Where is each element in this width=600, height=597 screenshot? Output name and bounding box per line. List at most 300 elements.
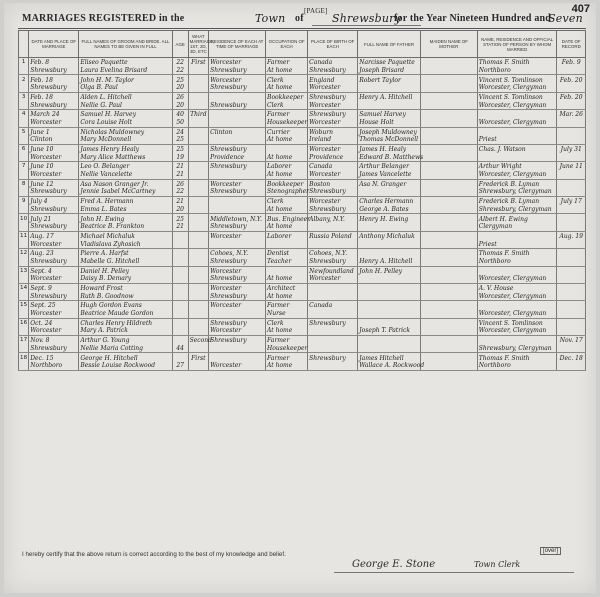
cell-birthplace: Shrewsbury — [308, 318, 358, 327]
cell-birthplace — [308, 283, 358, 292]
cell-occupation: Currier — [266, 127, 308, 136]
cell-age: 20 — [172, 206, 188, 214]
cell-marriage-number — [188, 231, 208, 240]
cell-date-place: Shrewsbury — [29, 345, 79, 353]
cell-mother-name — [420, 362, 477, 370]
cell-date-place: Shrewsbury — [29, 101, 79, 109]
cell-mother-name — [420, 67, 477, 75]
cell-names: Laura Evelina Brisard — [79, 67, 172, 75]
cell-names: Alden L. Hitchell — [79, 92, 172, 101]
cell-marriage-number — [188, 258, 208, 266]
cell-entry-number: 13 — [20, 267, 28, 274]
cell-marriage-number: First — [188, 353, 208, 362]
cell-date-place: Shrewsbury — [29, 258, 79, 266]
cell-mother-name — [420, 144, 477, 153]
cell-officiant: Shrewsbury, Clergyman — [477, 188, 557, 196]
cell-marriage-number — [188, 127, 208, 136]
cell-marriage-number — [188, 275, 208, 283]
table-row-continued — [19, 310, 586, 318]
cell-occupation: Bookkeeper — [266, 92, 308, 101]
table-row — [19, 266, 586, 275]
cell-officiant: Clergyman — [477, 223, 557, 231]
title-prefix: MARRIAGES REGISTERED in the — [22, 13, 185, 24]
cell-father-name — [358, 293, 421, 301]
cell-marriage-number — [188, 240, 208, 248]
cell-date-place: Worcester — [29, 275, 79, 283]
cell-marriage-number — [188, 67, 208, 75]
cell-birthplace: Worcester — [308, 119, 358, 127]
cell-mother-name — [420, 345, 477, 353]
cell-occupation: At home — [266, 293, 308, 301]
table-row — [19, 249, 586, 258]
cell-marriage-number — [188, 249, 208, 258]
cell-marriage-number — [188, 214, 208, 223]
cell-birthplace: Newfoundland — [308, 266, 358, 275]
cell-birthplace: Canada — [308, 301, 358, 310]
cell-date-place: Sept. 9 — [29, 283, 79, 292]
cell-entry-number: 10 — [20, 215, 28, 222]
cell-names: Nellie Vancelette — [79, 171, 172, 179]
cell-entry-number: 14 — [20, 285, 28, 292]
cell-date-place: Worcester — [29, 310, 79, 318]
table-row — [19, 144, 586, 153]
cell-marriage-number — [188, 362, 208, 370]
table-row-continued — [19, 362, 586, 370]
cell-record-date: July 31 — [557, 144, 586, 153]
cell-marriage-number — [188, 188, 208, 196]
table-row — [19, 110, 586, 119]
cell-father-name — [358, 301, 421, 310]
cell-birthplace: Worcester — [308, 101, 358, 109]
cell-officiant: Worcester, Clergyman — [477, 310, 557, 318]
cell-occupation: Farmer — [266, 353, 308, 362]
cell-father-name: Henry A. Hitchell — [358, 258, 421, 266]
table-row — [19, 318, 586, 327]
cell-residence: Worcester — [209, 301, 266, 310]
cell-father-name — [358, 240, 421, 248]
cell-officiant: Worcester, Clergyman — [477, 275, 557, 283]
cell-residence: Worcester — [209, 362, 266, 370]
table-row — [19, 336, 586, 345]
cell-age — [172, 283, 188, 292]
cell-date-place: Nov. 8 — [29, 336, 79, 345]
cell-birthplace — [308, 240, 358, 248]
cell-names: Nellie Maria Cotting — [79, 345, 172, 353]
table-row — [19, 353, 586, 362]
cell-record-date — [557, 249, 586, 258]
cell-names: Nellie G. Paul — [79, 101, 172, 109]
cell-mother-name — [420, 249, 477, 258]
cell-names: Hugh Gordon Evans — [79, 301, 172, 310]
cell-birthplace: Shrewsbury — [308, 188, 358, 196]
cell-marriage-number — [188, 136, 208, 144]
cell-officiant: Thomas F. Smith — [477, 58, 557, 67]
cell-entry-number: 5 — [19, 127, 29, 136]
cell-names: Jennie Isabel McCartney — [79, 188, 172, 196]
marriage-register-table — [18, 30, 586, 371]
cell-father-name: John H. Pelley — [358, 266, 421, 275]
cell-date-place: July 4 — [29, 197, 79, 206]
cell-entry-number — [19, 119, 29, 127]
register-sheet — [4, 3, 596, 593]
cell-birthplace — [308, 362, 358, 370]
cell-record-date — [557, 310, 586, 318]
cell-father-name: House Holt — [358, 119, 421, 127]
cell-record-date: Aug. 19 — [557, 231, 586, 240]
cell-father-name: Edward B. Matthews — [359, 153, 424, 161]
title-rule — [18, 28, 586, 29]
cell-birthplace: Canada — [308, 162, 358, 171]
cell-residence: Shrewsbury — [209, 101, 266, 109]
cell-occupation: Housekeeper — [267, 344, 308, 352]
cell-father-name — [358, 84, 421, 92]
cell-names: Leo O. Belanger — [79, 162, 172, 171]
cell-mother-name — [420, 136, 477, 144]
cell-record-date — [557, 240, 586, 248]
cell-age — [172, 231, 188, 240]
title-year-word: Seven — [548, 12, 583, 25]
col-birthplace: PLACE OF BIRTH OF EACH — [308, 31, 358, 58]
cell-age: 21 — [172, 162, 188, 171]
cell-birthplace: Boston — [308, 179, 358, 188]
clerk-title: Town Clerk — [474, 560, 521, 569]
cell-residence: Cohoes, N.Y. — [209, 249, 266, 258]
table-row-continued — [19, 240, 586, 248]
cell-occupation: At home — [266, 362, 308, 370]
cell-entry-number: 17 — [20, 337, 28, 344]
table-row-continued — [19, 171, 586, 179]
cell-occupation: Housekeeper — [267, 118, 308, 126]
cell-father-name: Asa N. Granger — [358, 179, 421, 188]
cell-names: Charles Henry Hildreth — [79, 318, 172, 327]
cell-birthplace — [308, 345, 358, 353]
cell-marriage-number: Second — [189, 337, 212, 345]
cell-record-date: Nov. 17 — [557, 336, 586, 345]
table-row-continued — [19, 136, 586, 144]
table-row-continued — [19, 258, 586, 266]
cell-officiant: A. V. House — [477, 283, 557, 292]
cell-officiant: Vincent S. Tomlinson — [477, 75, 557, 84]
cell-officiant: Chas. J. Watson — [477, 144, 557, 153]
cell-father-name: James H. Healy — [358, 144, 421, 153]
cell-occupation: Farmer — [266, 110, 308, 119]
cell-date-place: Worcester — [29, 240, 79, 248]
cell-record-date: Mar. 26 — [557, 110, 586, 119]
cell-mother-name — [420, 327, 477, 335]
cell-date-place: Shrewsbury — [29, 206, 79, 214]
table-row-continued — [19, 67, 586, 75]
cell-officiant: Vincent S. Tomlinson — [477, 318, 557, 327]
cell-residence: Shrewsbury — [209, 188, 266, 196]
cell-entry-number: 2 — [19, 75, 29, 84]
cell-age — [172, 318, 188, 327]
cell-birthplace — [308, 336, 358, 345]
cell-date-place: June 10 — [29, 144, 79, 153]
table-row — [19, 283, 586, 292]
cell-birthplace: Shrewsbury — [308, 353, 358, 362]
cell-occupation: Bookkeeper — [266, 179, 308, 188]
cell-record-date: Feb. 9 — [557, 58, 586, 67]
cell-mother-name — [420, 188, 477, 196]
cell-residence — [209, 345, 266, 353]
cell-father-name: Anthony Michaluk — [358, 231, 421, 240]
cell-age: 27 — [172, 362, 188, 370]
cell-father-name: Robert Taylor — [358, 75, 421, 84]
cell-record-date — [557, 119, 586, 127]
cell-father-name: Henry H. Ewing — [358, 214, 421, 223]
cell-occupation: Laborer — [266, 162, 308, 171]
cell-officiant — [477, 154, 557, 162]
cell-residence: Worcester — [209, 58, 266, 67]
cell-record-date — [557, 223, 586, 231]
cell-birthplace: Canada — [308, 58, 358, 67]
cell-entry-number — [19, 327, 29, 335]
cell-record-date — [557, 127, 586, 136]
cell-record-date — [557, 275, 586, 283]
cell-mother-name — [420, 171, 477, 179]
cell-entry-number — [19, 258, 29, 266]
cell-occupation: Farmer — [266, 301, 308, 310]
cell-record-date — [557, 179, 586, 188]
cell-marriage-number — [188, 223, 208, 231]
cell-residence: Shrewsbury — [209, 84, 266, 92]
cell-names: Daniel H. Pelley — [79, 266, 172, 275]
cell-residence: Worcester — [209, 266, 266, 275]
cell-record-date — [557, 84, 586, 92]
cell-date-place: June 10 — [29, 162, 79, 171]
cell-entry-number: 6 — [19, 144, 29, 153]
cell-entry-number: 7 — [19, 162, 29, 171]
cell-names: Mary McDonnell — [79, 136, 172, 144]
cell-record-date — [557, 327, 586, 335]
cell-marriage-number — [188, 162, 208, 171]
cell-names: John H. M. Taylor — [79, 75, 172, 84]
col-record-date: DATE OF RECORD — [557, 31, 586, 58]
cell-occupation: Nurse — [266, 310, 308, 318]
cell-names: Michael Michaluk — [79, 231, 172, 240]
cell-birthplace: Providence — [308, 154, 358, 162]
cell-occupation: At home — [266, 154, 308, 162]
register-title — [22, 7, 583, 27]
cell-occupation: At home — [266, 67, 308, 75]
table-row — [19, 127, 586, 136]
cell-mother-name — [420, 197, 477, 206]
title-suffix: for the Year Nineteen Hundred and — [394, 13, 552, 24]
cell-officiant — [477, 301, 557, 310]
cell-record-date — [557, 301, 586, 310]
cell-entry-number — [19, 101, 29, 109]
cell-residence: Shrewsbury — [209, 293, 266, 301]
cell-occupation: At home — [266, 275, 308, 283]
cell-entry-number — [19, 345, 29, 353]
table-row-continued — [19, 275, 586, 283]
cell-officiant: Shrewsbury, Clergyman — [477, 345, 557, 353]
cell-residence — [209, 171, 266, 179]
cell-officiant — [477, 110, 557, 119]
cell-birthplace: Shrewsbury — [308, 92, 358, 101]
cell-birthplace — [308, 327, 358, 335]
cell-entry-number: 16 — [20, 319, 28, 326]
cell-residence — [209, 310, 266, 318]
cell-father-name: Samuel Harvey — [358, 110, 421, 119]
cell-father-name — [358, 249, 421, 258]
cell-date-place: March 24 — [29, 110, 79, 119]
cell-occupation: At home — [266, 223, 308, 231]
table-row-continued — [19, 293, 586, 301]
cell-mother-name — [420, 336, 477, 345]
over-marker: [over] — [540, 547, 561, 555]
clerk-signature: George E. Stone — [352, 559, 436, 570]
cell-residence: Worcester — [209, 327, 266, 335]
cell-mother-name — [420, 301, 477, 310]
table-row — [19, 179, 586, 188]
cell-occupation: Dentist — [266, 249, 308, 258]
cell-father-name — [358, 336, 421, 345]
cell-officiant: Frederick B. Lyman — [477, 179, 557, 188]
cell-marriage-number — [188, 75, 208, 84]
col-marriage-number: WHAT MARRIAGE, 1ST, 2D, 3D, ETC — [188, 31, 208, 58]
cell-officiant: Thomas F. Smith — [477, 353, 557, 362]
cell-officiant: Worcester, Clergyman — [477, 101, 557, 109]
cell-names: Vladislava Zyhosich — [79, 240, 172, 248]
cell-father-name: Arthur Belanger — [358, 162, 421, 171]
cell-marriage-number — [188, 101, 208, 109]
cell-date-place: Dec. 15 — [29, 353, 79, 362]
cell-officiant: Frederick B. Lyman — [477, 197, 557, 206]
cell-entry-number — [19, 362, 29, 370]
cell-residence: Clinton — [209, 127, 266, 136]
cell-occupation: Farmer — [266, 58, 308, 67]
cell-age: 44 — [172, 345, 188, 353]
cell-residence — [209, 353, 266, 362]
cell-birthplace: Shrewsbury — [308, 206, 358, 214]
cell-residence — [209, 197, 266, 206]
cell-names: Bessie Louise Rockwood — [79, 362, 172, 370]
cell-age: 20 — [172, 84, 188, 92]
cell-officiant — [477, 266, 557, 275]
cell-officiant — [477, 127, 557, 136]
cell-residence — [209, 206, 266, 214]
cell-names: George H. Hitchell — [79, 353, 172, 362]
cell-mother-name — [420, 154, 477, 162]
cell-occupation: Teacher — [266, 258, 308, 266]
cell-officiant: Shrewsbury, Clergyman — [477, 206, 557, 214]
cell-marriage-number — [188, 92, 208, 101]
header-row — [19, 31, 586, 58]
col-officiant: NAME, RESIDENCE AND OFFICIAL STATION OF PERSON BY WHOM MARRIED — [477, 31, 557, 58]
cell-mother-name — [420, 92, 477, 101]
cell-age — [172, 353, 188, 362]
table-row — [19, 197, 586, 206]
cell-date-place: Shrewsbury — [29, 67, 79, 75]
col-residence: RESIDENCE OF EACH AT TIME OF MARRIAGE — [209, 31, 266, 58]
cell-age: 25 — [172, 144, 188, 153]
cell-date-place: Worcester — [29, 154, 79, 162]
cell-date-place: Shrewsbury — [29, 293, 79, 301]
cell-names: Beatrice Maude Gordon — [79, 310, 172, 318]
cell-entry-number — [19, 154, 29, 162]
cell-entry-number: 11 — [20, 232, 28, 239]
cell-entry-number — [19, 136, 29, 144]
cell-residence — [209, 119, 266, 127]
table-row — [19, 301, 586, 310]
cell-residence: Shrewsbury — [209, 223, 266, 231]
cell-names: Fred A. Hermann — [79, 197, 172, 206]
cell-marriage-number: First — [188, 58, 208, 67]
cell-marriage-number — [188, 197, 208, 206]
cell-mother-name — [420, 162, 477, 171]
cell-entry-number — [19, 275, 29, 283]
cell-date-place: Oct. 24 — [29, 318, 79, 327]
cell-age: 19 — [172, 154, 188, 162]
cell-record-date — [557, 318, 586, 327]
cell-date-place: June 1 — [29, 127, 79, 136]
cell-age: 24 — [172, 127, 188, 136]
cell-record-date: Dec. 18 — [557, 353, 586, 362]
cell-father-name — [358, 345, 421, 353]
cell-occupation: Architect — [266, 283, 308, 292]
cell-record-date — [557, 258, 586, 266]
cell-entry-number — [19, 67, 29, 75]
cell-birthplace: Albany, N.Y. — [308, 214, 358, 223]
cell-date-place: Shrewsbury — [29, 223, 79, 231]
cell-occupation: At home — [266, 206, 308, 214]
cell-mother-name — [420, 84, 477, 92]
table-row-continued — [19, 84, 586, 92]
cell-mother-name — [420, 231, 477, 240]
cell-residence — [209, 110, 266, 119]
cell-age — [172, 327, 188, 335]
cell-mother-name — [420, 119, 477, 127]
cell-marriage-number — [188, 179, 208, 188]
cell-names: Emma L. Bates — [79, 206, 172, 214]
cell-officiant: Thomas F. Smith — [477, 249, 557, 258]
cell-date-place: Clinton — [29, 136, 79, 144]
cell-date-place: Feb. 8 — [29, 58, 79, 67]
cell-date-place: Feb. 18 — [29, 75, 79, 84]
cell-marriage-number — [188, 283, 208, 292]
cell-names: Mary Alice Matthews — [79, 154, 172, 162]
col-age: AGE — [172, 31, 188, 58]
cell-date-place: Aug. 17 — [29, 231, 79, 240]
cell-date-place: Northboro — [29, 362, 79, 370]
table-row-continued — [19, 345, 586, 353]
cell-birthplace — [308, 310, 358, 318]
cell-father-name: James Hitchell — [358, 353, 421, 362]
table-row-continued — [19, 101, 586, 109]
cell-birthplace — [308, 293, 358, 301]
cell-date-place: Aug. 23 — [29, 249, 79, 258]
cell-entry-number — [19, 84, 29, 92]
cell-entry-number: 1 — [19, 58, 29, 67]
cell-officiant: Arthur Wright — [477, 162, 557, 171]
cell-record-date — [557, 283, 586, 292]
cell-record-date — [557, 214, 586, 223]
cell-birthplace: Ireland — [308, 136, 358, 144]
cell-father-name — [358, 283, 421, 292]
col-date-place: DATE AND PLACE OF MARRIAGE — [29, 31, 79, 58]
table-row — [19, 162, 586, 171]
cell-record-date — [557, 67, 586, 75]
table-row — [19, 92, 586, 101]
cell-record-date — [557, 188, 586, 196]
cell-residence: Shrewsbury — [209, 67, 266, 75]
cell-birthplace: Russia Poland — [308, 231, 358, 240]
cell-entry-number: 15 — [20, 302, 28, 309]
cell-age: 22 — [172, 67, 188, 75]
cell-date-place: Shrewsbury — [29, 188, 79, 196]
cell-record-date — [557, 293, 586, 301]
